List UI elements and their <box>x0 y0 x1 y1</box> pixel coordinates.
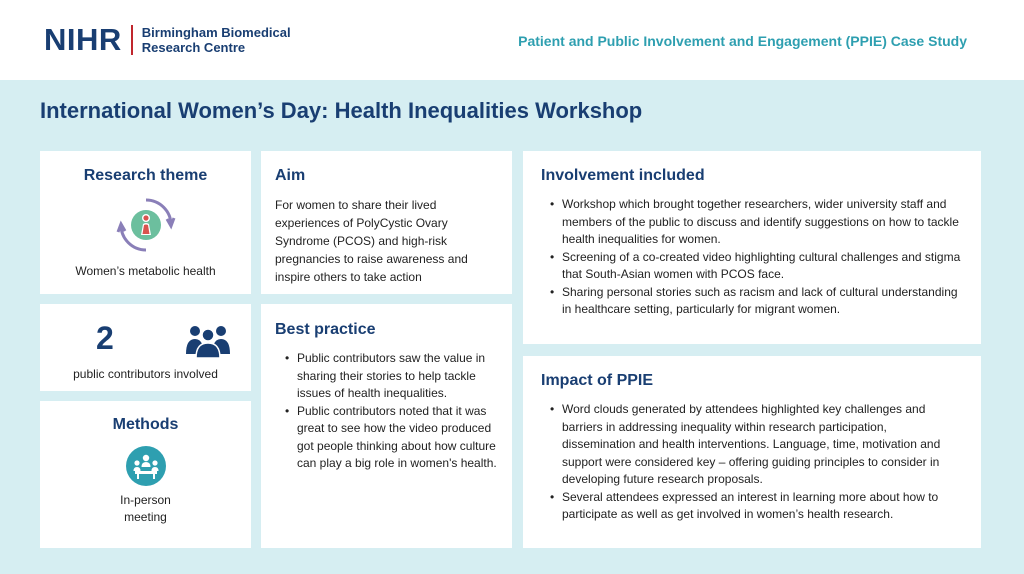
methods-label-line-1: In-person <box>120 493 171 507</box>
impact-heading: Impact of PPIE <box>541 372 654 389</box>
nihr-logo[interactable] <box>44 24 291 55</box>
page-title: International Women’s Day: Health Inequalities Workshop <box>40 98 643 123</box>
meeting-icon <box>126 446 166 486</box>
list-item: • Screening of a co-created video highlighting cultural challenges and stigma that South-Asian women with PCOS face. <box>541 249 963 284</box>
best-practice-heading: Best practice <box>275 321 376 338</box>
involvement-list <box>541 196 963 319</box>
best-practice-list <box>275 350 498 473</box>
best-practice-card <box>261 304 512 548</box>
list-item: • Public contributors noted that it was great to see how the video produced got people thinking about how culture can play a big role in women's health. <box>275 403 498 473</box>
methods-label-line-2: meeting <box>124 510 167 524</box>
contributors-count: 2 <box>96 320 114 356</box>
methods-label <box>40 492 251 526</box>
logo-mark: NIHR <box>44 22 122 57</box>
aim-card <box>261 151 512 294</box>
page-header <box>0 0 1024 80</box>
impact-list <box>541 401 963 524</box>
contributors-label: public contributors involved <box>73 367 218 381</box>
logo-text <box>142 25 291 55</box>
list-item: • Word clouds generated by attendees highlighted key challenges and barriers in addressing inequality within research participation, dissemination and health interventions. Language, time, motivation and support were considered key – offering guiding principles to consider in developing future research proposals. <box>541 401 963 489</box>
research-theme-label: Women’s metabolic health <box>75 264 216 278</box>
contributors-card <box>40 304 251 391</box>
logo-divider <box>131 25 133 55</box>
list-item: • Sharing personal stories such as racism and lack of cultural understanding in healthcare setting, particularly for migrant women. <box>541 284 963 319</box>
list-item: • Workshop which brought together researchers, wider university staff and members of the public to discuss and identify suggestions on how to tackle health inequalities for women. <box>541 196 963 249</box>
list-item: • Public contributors saw the value in sharing their stories to help tackle issues of health inequalities. <box>275 350 498 403</box>
logo-line-2: Research Centre <box>141 39 246 55</box>
impact-card <box>523 356 981 548</box>
research-theme-card <box>40 151 251 294</box>
case-study-label: Patient and Public Involvement and Engagement (PPIE) Case Study <box>518 33 967 49</box>
involvement-card <box>523 151 981 344</box>
aim-text: For women to share their lived experiences of PolyCystic Ovary Syndrome (PCOS) and high-risk pregnancies to raise awareness and inspire others to take action <box>275 198 468 284</box>
woman-cycle-icon <box>115 194 177 256</box>
methods-heading: Methods <box>112 416 179 433</box>
methods-card <box>40 401 251 548</box>
aim-heading: Aim <box>275 167 306 184</box>
list-item: • Several attendees expressed an interest in learning more about how to participate as well as get involved in women’s health research. <box>541 489 963 524</box>
logo-line-1: Birmingham Biomedical <box>141 24 291 40</box>
involvement-heading: Involvement included <box>541 167 705 184</box>
people-group-icon <box>183 322 233 358</box>
research-theme-heading: Research theme <box>83 167 208 184</box>
